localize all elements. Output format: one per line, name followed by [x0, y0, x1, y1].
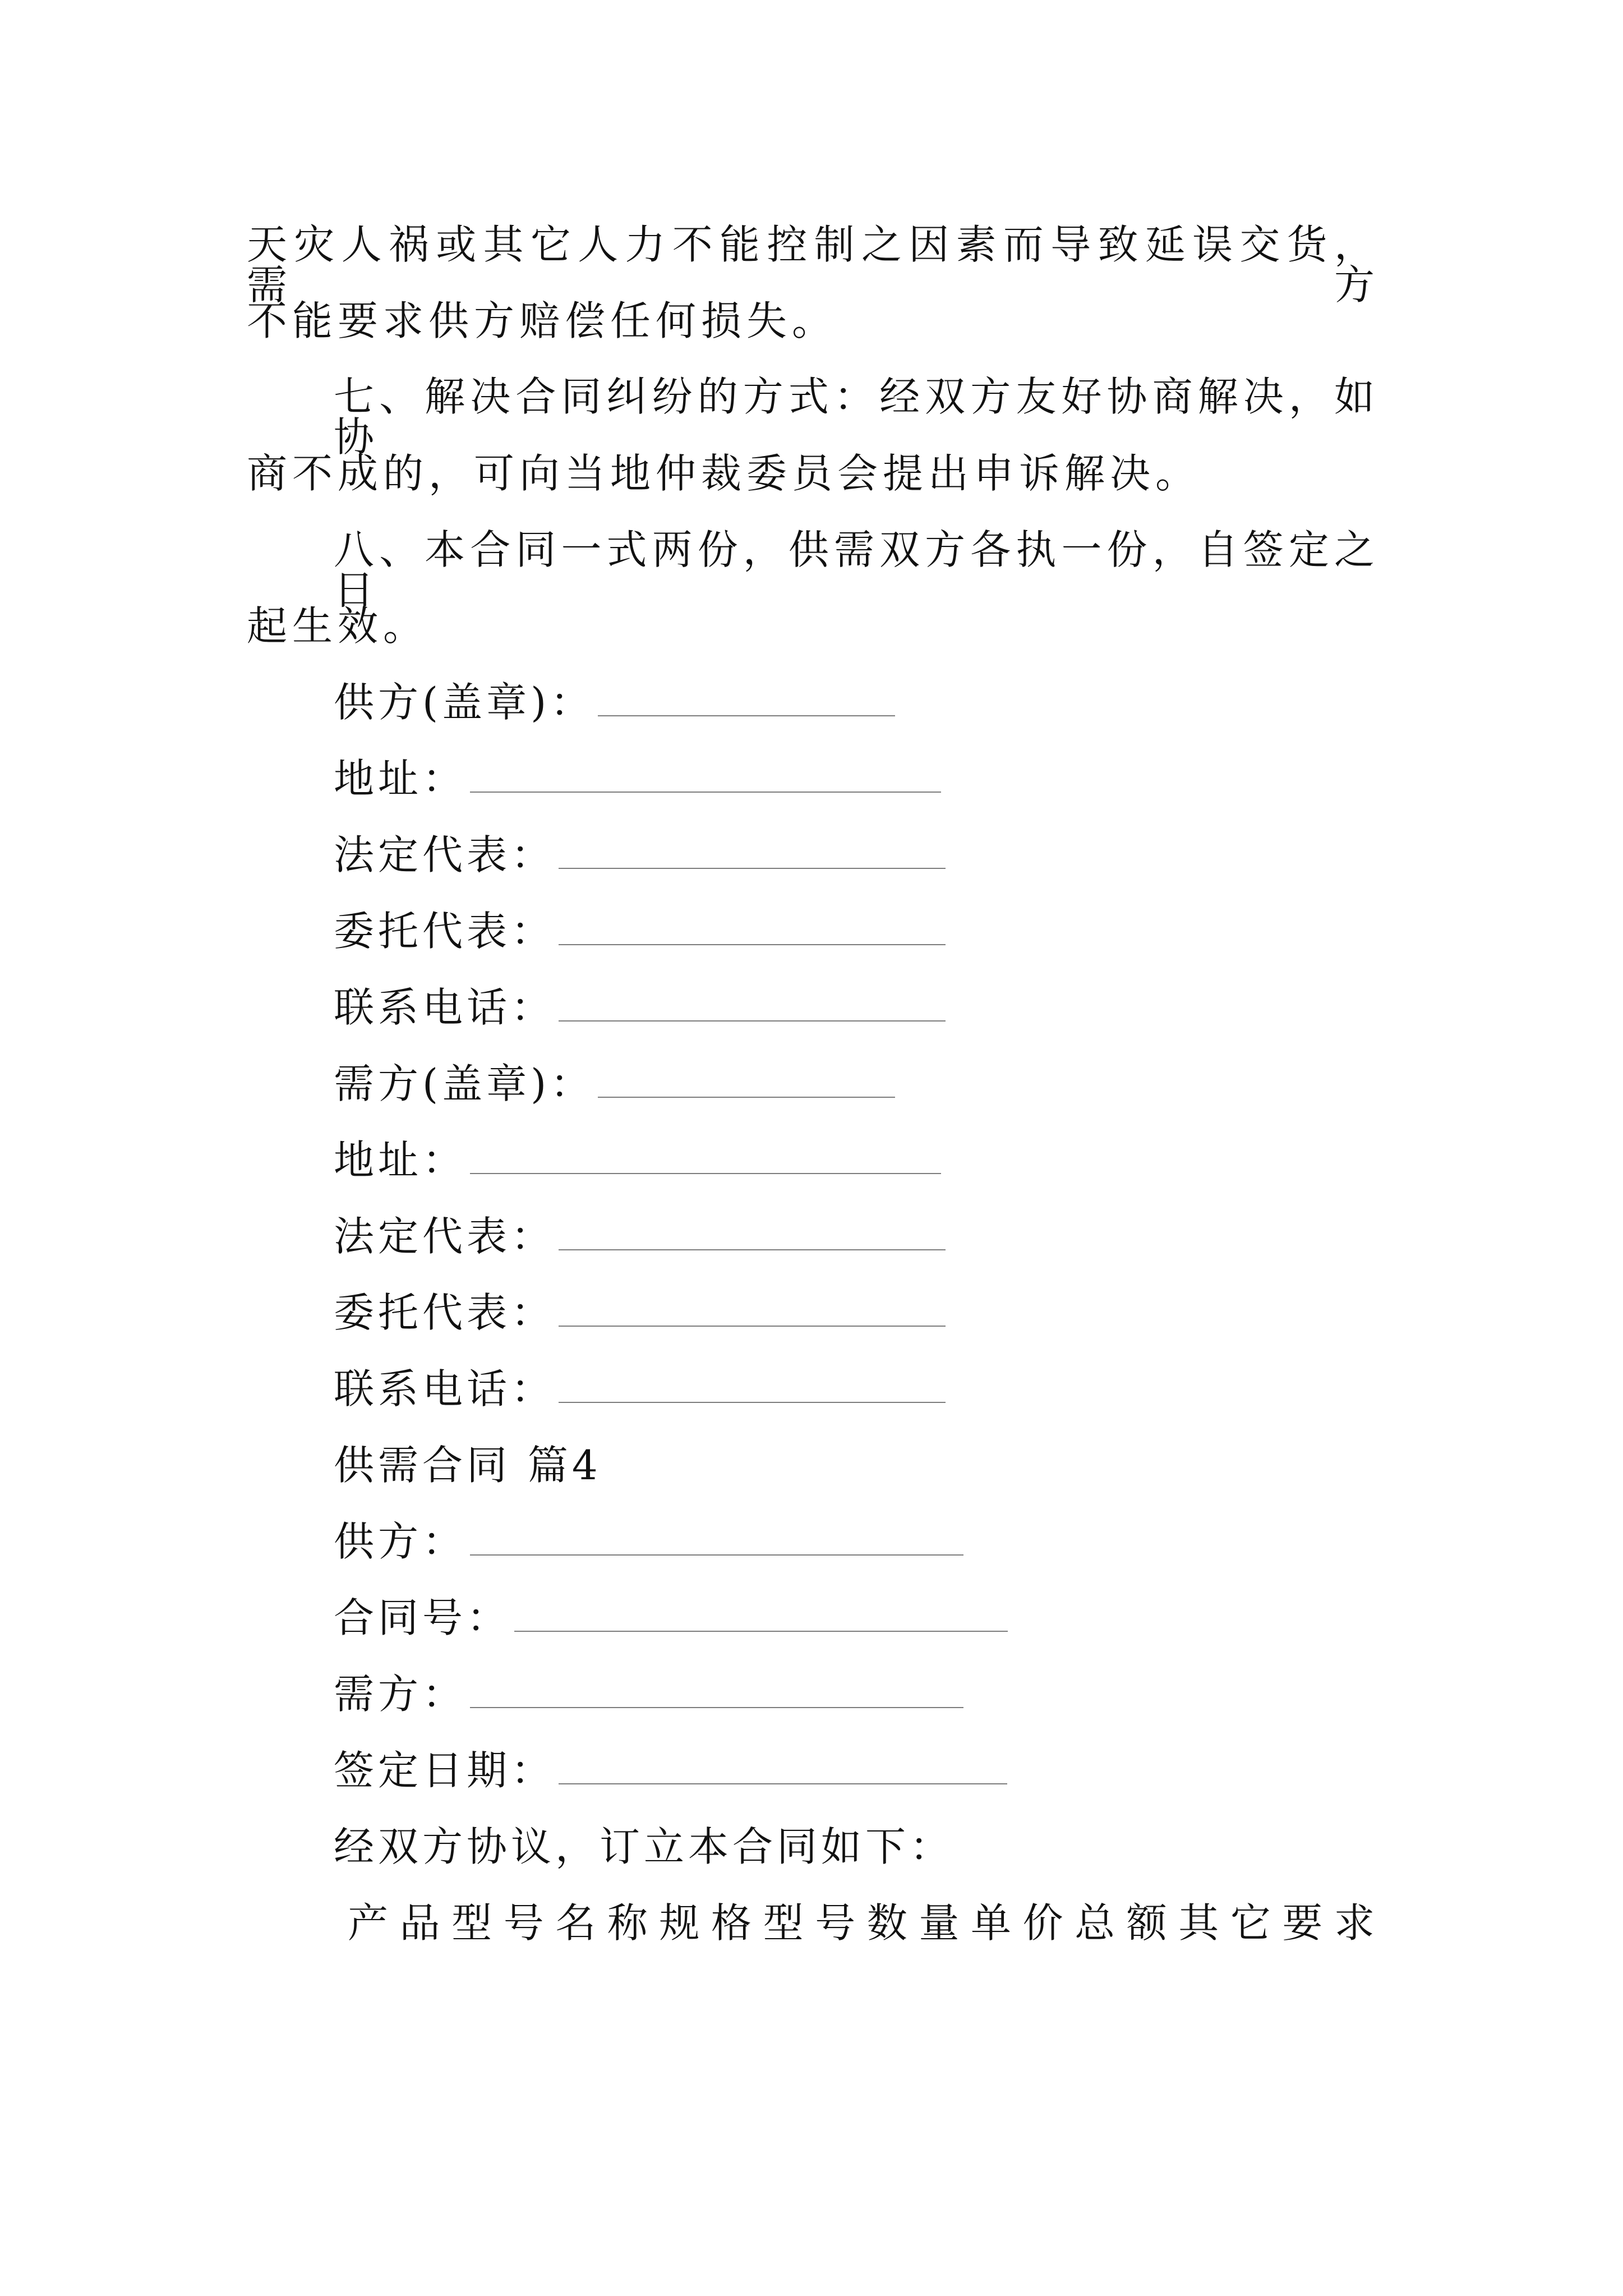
signature-blank[interactable] [559, 835, 946, 869]
buyer-phone-field [334, 1365, 946, 1412]
field-label: 地址： [334, 755, 467, 802]
field-label: 合同号： [334, 1594, 511, 1641]
signature-blank[interactable] [470, 759, 941, 793]
signature-blank[interactable] [559, 988, 946, 1022]
field-label: 需方(盖章)： [334, 1060, 595, 1107]
buyer-agent-field [334, 1289, 946, 1336]
contract-number-field [334, 1594, 1008, 1641]
section-heading: 供需合同 篇4 [334, 1442, 602, 1489]
signature-blank[interactable] [598, 683, 895, 716]
field-label: 需方： [334, 1671, 467, 1718]
paragraph-six-line-1: 天灾人祸或其它人力不能控制之因素而导致延误交货，需方 [247, 221, 1380, 309]
signature-blank[interactable] [514, 1598, 1008, 1632]
paragraph-seven-line-2: 商不成的，可向当地仲裁委员会提出申诉解决。 [247, 450, 1201, 497]
signature-blank[interactable] [598, 1064, 895, 1098]
signature-blank[interactable] [559, 1751, 1007, 1784]
signature-blank[interactable] [470, 1522, 963, 1556]
field-label: 联系电话： [334, 1365, 556, 1412]
signature-blank[interactable] [470, 1674, 963, 1708]
field-label: 委托代表： [334, 908, 556, 955]
contract-supplier-field [334, 1518, 963, 1565]
field-label: 法定代表： [334, 831, 556, 878]
contract-buyer-field [334, 1671, 963, 1718]
signature-blank[interactable] [559, 1217, 946, 1250]
field-label: 供方(盖章)： [334, 679, 595, 726]
signature-blank[interactable] [559, 1293, 946, 1327]
field-label: 供方： [334, 1518, 467, 1565]
paragraph-seven-line-1: 七、解决合同纠纷的方式：经双方友好协商解决，如协 [334, 373, 1380, 461]
signature-blank[interactable] [559, 912, 946, 945]
buyer-legal-rep-field [334, 1213, 946, 1260]
supplier-legal-rep-field [334, 831, 946, 878]
supplier-phone-field [334, 984, 946, 1031]
buyer-address-field [334, 1137, 941, 1184]
paragraph-eight-line-1: 八、本合同一式两份，供需双方各执一份，自签定之日 [334, 526, 1380, 614]
signature-blank[interactable] [470, 1140, 941, 1174]
product-table-header: 产品型号名称规格型号数量单价总额其它要求 [348, 1899, 1380, 1947]
field-label: 委托代表： [334, 1289, 556, 1336]
supplier-seal-field [334, 679, 895, 726]
field-label: 签定日期： [334, 1747, 556, 1794]
field-label: 联系电话： [334, 984, 556, 1031]
field-label: 地址： [334, 1137, 467, 1184]
supplier-address-field [334, 755, 941, 802]
signature-blank[interactable] [559, 1369, 946, 1403]
buyer-seal-field [334, 1060, 895, 1107]
contract-sign-date-field [334, 1747, 1007, 1794]
paragraph-six-line-2: 不能要求供方赔偿任何损失。 [247, 297, 838, 344]
agreement-intro: 经双方协议，订立本合同如下： [334, 1823, 955, 1870]
field-label: 法定代表： [334, 1213, 556, 1260]
supplier-agent-field [334, 908, 946, 955]
paragraph-eight-line-2: 起生效。 [247, 602, 429, 650]
